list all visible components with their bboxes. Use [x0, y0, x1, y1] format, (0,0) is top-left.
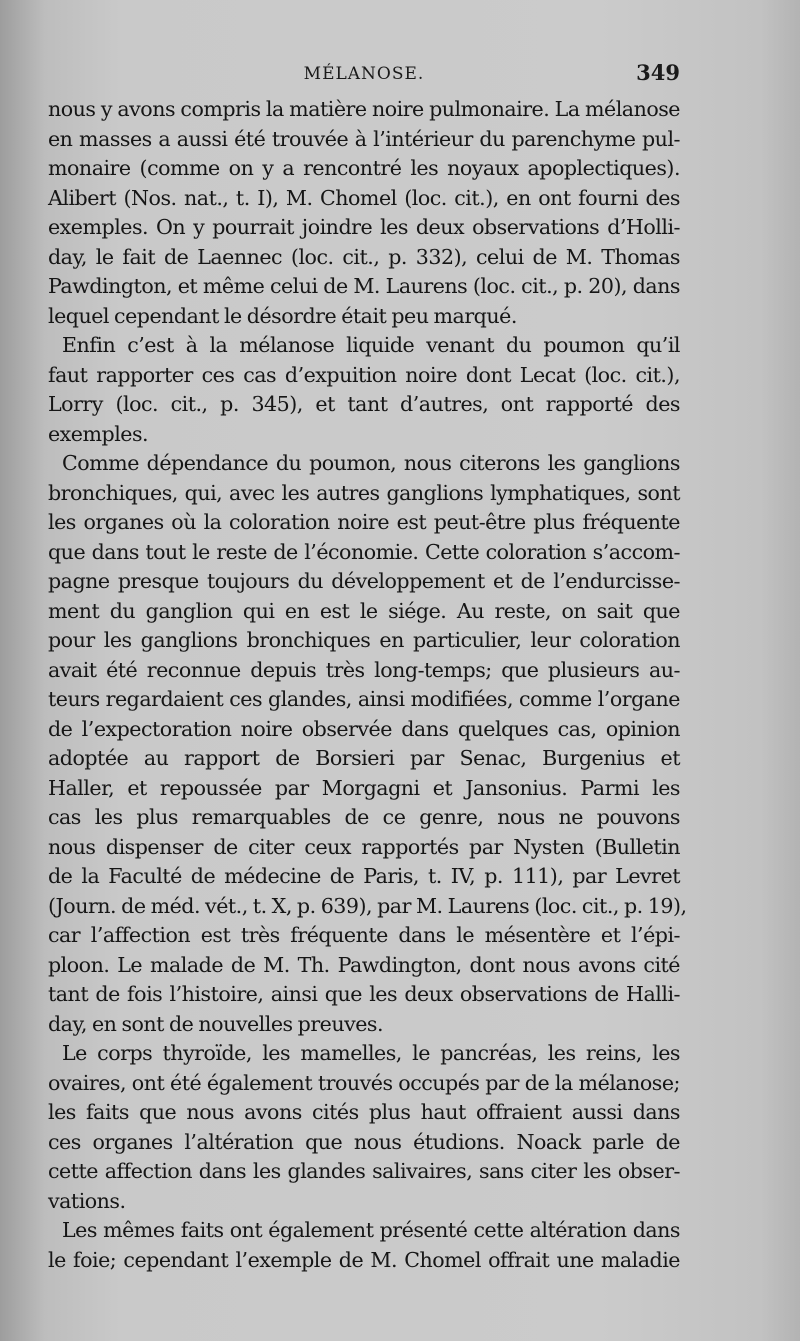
text-line: les organes où la coloration noire est peut-être plus fréquente [48, 510, 680, 534]
text-line: day, le fait de Laennec (loc. cit., p. 332), celui de M. Thomas [48, 244, 680, 269]
text-line: (Journ. de méd. vét., t. X, p. 639), par M. Laurens (loc. cit., p. 19), [48, 893, 687, 918]
text-line: pour les ganglions bronchiques en particulier, leur coloration [48, 628, 680, 652]
text-line: de la Faculté de médecine de Paris, t. IV, p. 111), par Levret [48, 864, 680, 888]
text-line: de l’expectoration noire observée dans quelques cas, opinion [48, 716, 680, 741]
text-line: faut rapporter ces cas d’expuition noire dont Lecat (loc. cit.), [48, 362, 680, 387]
text-line: ovaires, ont été également trouvés occupés par de la mélanose; [48, 1070, 680, 1095]
text-line: Enfin c’est à la mélanose liquide venant du poumon qu’il [62, 333, 680, 357]
text-line: Lorry (loc. cit., p. 345), et tant d’autres, ont rapporté des [48, 392, 680, 416]
text-line: cas les plus remarquables de ce genre, nous ne pouvons [48, 805, 680, 829]
text-line: avait été reconnue depuis très long-temps; que plusieurs au- [48, 657, 680, 682]
text-line: nous dispenser de citer ceux rapportés par Nysten (Bulletin [48, 834, 680, 859]
text-line: vations. [48, 1188, 126, 1213]
text-line: teurs regardaient ces glandes, ainsi modifiées, comme l’organe [48, 687, 680, 711]
text-line: Haller, et repoussée par Morgagni et Jansonius. Parmi les [48, 775, 680, 800]
text-line: les faits que nous avons cités plus haut offraient aussi dans [48, 1100, 680, 1124]
text-line: cette affection dans les glandes salivaires, sans citer les obser- [48, 1159, 680, 1183]
text-line: pagne presque toujours du développement et de l’endurcisse- [48, 569, 680, 593]
running-title: MÉLANOSE. [303, 64, 425, 84]
page-number: 349 [636, 60, 680, 85]
text-line: day, en sont de nouvelles preuves. [48, 1011, 384, 1036]
text-line: Pawdington, et même celui de M. Laurens (loc. cit., p. 20), dans [48, 274, 680, 298]
text-line: que dans tout le reste de l’économie. Cette coloration s’accom- [48, 539, 680, 564]
text-line: nous y avons compris la matière noire pulmonaire. La mélanose [48, 97, 680, 121]
text-line: adoptée au rapport de Borsieri par Senac, Burgenius et [48, 746, 680, 770]
text-line: tant de fois l’histoire, ainsi que les deux observations de Halli- [48, 982, 680, 1006]
text-line: Alibert (Nos. nat., t. I), M. Chomel (loc. cit.), en ont fourni des [48, 185, 680, 210]
text-line: exemples. [48, 421, 149, 446]
text-line: lequel cependant le désordre était peu marqué. [48, 303, 517, 328]
text-line: exemples. On y pourrait joindre les deux observations d’Holli- [48, 215, 680, 239]
body-text [48, 95, 687, 1275]
text-line: car l’affection est très fréquente dans le mésentère et l’épi- [48, 923, 680, 947]
text-line: ment du ganglion qui en est le siége. Au reste, on sait que [48, 598, 680, 623]
text-line: ploon. Le malade de M. Th. Pawdington, dont nous avons cité [48, 952, 680, 977]
text-line: le foie; cependant l’exemple de M. Chomel offrait une maladie [48, 1247, 680, 1272]
text-line: monaire (comme on y a rencontré les noyaux apoplectiques). [48, 156, 680, 180]
text-line: ces organes l’altération que nous étudions. Noack parle de [48, 1129, 680, 1154]
text-line: Les mêmes faits ont également présenté cette altération dans [62, 1218, 680, 1242]
text-line: bronchiques, qui, avec les autres ganglions lymphatiques, sont [48, 480, 680, 505]
page-header [48, 60, 680, 90]
text-line: en masses a aussi été trouvée à l’intérieur du parenchyme pul- [48, 126, 680, 151]
text-line: Comme dépendance du poumon, nous citerons les ganglions [62, 451, 680, 475]
text-line: Le corps thyroïde, les mamelles, le pancréas, les reins, les [62, 1041, 680, 1065]
